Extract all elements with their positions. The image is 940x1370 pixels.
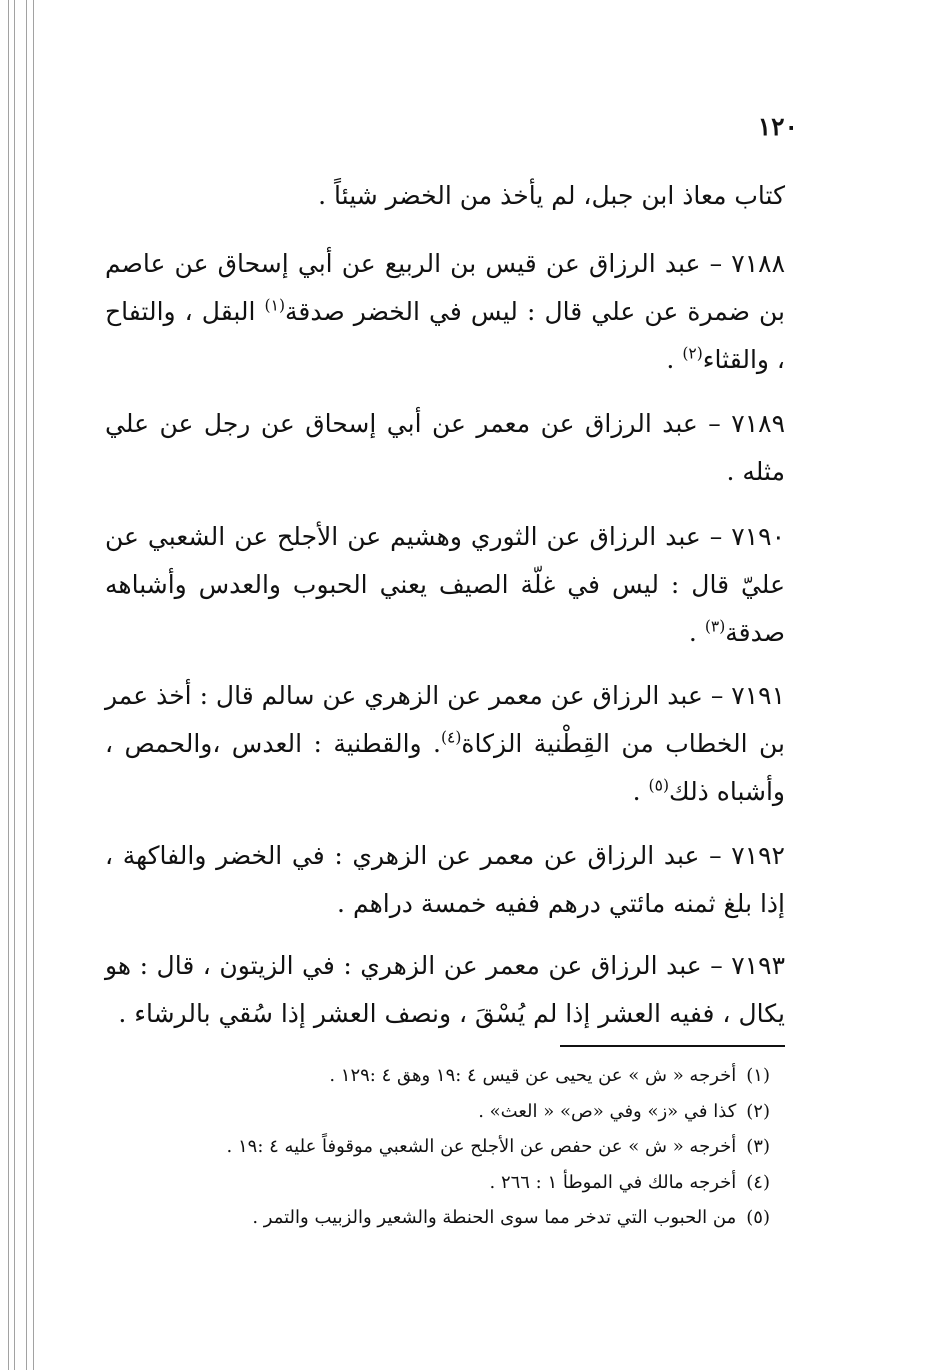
hadith-paragraph: ٧١٩٣ – عبد الرزاق عن معمر عن الزهري : في الزيتون ، قال : هو يكال ، ففيه العشر إذا لم يُسْقَ ، ونصف العشر إذا سُقي بالرشاء . xyxy=(105,951,785,1028)
footnote-number: (٥) xyxy=(746,1207,770,1228)
footnote-text: أخرجه « ش » عن يحيى عن قيس ٤ :١٩ وهق ٤ :١٢٩ . xyxy=(329,1065,737,1086)
footnote-ref: (٥) xyxy=(648,776,669,795)
hadith-text: . والقطنية : العدس ،والحمص ، وأشباه ذلك xyxy=(105,729,785,806)
footnote xyxy=(150,1200,770,1236)
hadith-text: عبد الرزاق عن معمر عن الزهري عن سالم قال : أخذ عمر بن الخطاب من القِطْنية الزكاة xyxy=(104,681,785,758)
hadith-text: . xyxy=(632,777,649,806)
hadith-7191 xyxy=(105,672,785,816)
footnote-ref: (٢) xyxy=(682,344,703,363)
scan-edge-line xyxy=(33,0,34,1370)
hadith-text: عبد الرزاق عن معمر عن أبي إسحاق عن رجل عن علي مثله . xyxy=(105,409,785,486)
footnote-ref: (٤) xyxy=(440,728,462,747)
footnote-number: (٢) xyxy=(746,1100,770,1122)
page-number: ١٢٠ xyxy=(757,112,798,141)
hadith-text: عبد الرزاق عن الثوري وهشيم عن الأجلح عن الشعبي عن عليّ قال : ليس في غلّة الصيف يعني الحبوب والعدس وأشباهه صدقة xyxy=(105,522,785,647)
footnotes xyxy=(150,1058,770,1236)
footnote-text: كذا في «ز» وفي «ص» « العث» . xyxy=(478,1100,737,1122)
footnote-ref: (١) xyxy=(264,296,285,315)
hadith-paragraph: ٧١٨٨ – عبد الرزاق عن قيس بن الربيع عن أبي إسحاق عن عاصم بن ضمرة عن علي قال : ليس في الخضر صدقة$^{(١)}$ البقل ، والتفاح ، والقثاء$^{(٢)}$ . xyxy=(105,249,785,374)
hadith-number: ٧١٨٩ xyxy=(731,409,785,438)
hadith-paragraph: ٧١٩٢ – عبد الرزاق عن معمر عن الزهري : في الخضر والفاكهة ، إذا بلغ ثمنه مائتي درهم ففيه خمسة دراهم . xyxy=(105,841,785,918)
footnote-text: أخرجه « ش » عن حفص عن الأجلح عن الشعبي موقوفاً عليه ٤ :١٩ . xyxy=(226,1136,737,1157)
hadith-text: عبد الرزاق عن معمر عن الزهري : في الخضر والفاكهة ، إذا بلغ ثمنه مائتي درهم ففيه خمسة دراهم . xyxy=(105,841,785,918)
footnote-separator xyxy=(560,1045,785,1047)
hadith-number: ٧١٩٢ xyxy=(731,841,785,870)
intro-text: كتاب معاذ ابن جبل، لم يأخذ من الخضر شيئاً . xyxy=(318,181,785,210)
footnote xyxy=(150,1129,770,1165)
scan-edge-line xyxy=(26,0,27,1370)
footnote-number: (٣) xyxy=(746,1136,770,1157)
hadith-paragraph: ٧١٩٠ – عبد الرزاق عن الثوري وهشيم عن الأجلح عن الشعبي عن عليّ قال : ليس في غلّة الصيف يعني الحبوب والعدس وأشباهه صدقة$^{(٣)}$ . xyxy=(105,522,785,647)
intro-block xyxy=(105,172,785,220)
hadith-7190 xyxy=(105,513,785,657)
scan-edge-line xyxy=(14,0,15,1370)
footnote-number: (٤) xyxy=(746,1171,770,1193)
hadith-paragraph: ٧١٨٩ – عبد الرزاق عن معمر عن أبي إسحاق عن رجل عن علي مثله . xyxy=(105,409,785,486)
hadith-7188 xyxy=(105,240,785,384)
footnote-text: أخرجه مالك في الموطأ ١ : ٢٦٦ . xyxy=(489,1171,737,1193)
hadith-number: ٧١٨٨ xyxy=(731,249,785,278)
footnote xyxy=(150,1094,770,1130)
footnote xyxy=(150,1165,770,1201)
hadith-number: ٧١٩٣ xyxy=(731,951,785,980)
hadith-text: عبد الرزاق عن قيس بن الربيع عن أبي إسحاق عن عاصم بن ضمرة عن علي قال : ليس في الخضر صدقة xyxy=(105,249,785,326)
hadith-text: البقل ، والتفاح ، والقثاء xyxy=(105,297,785,374)
footnote xyxy=(150,1058,770,1094)
hadith-text: . xyxy=(666,345,683,374)
hadith-text: . xyxy=(688,618,705,647)
hadith-7192 xyxy=(105,832,785,928)
hadith-number: ٧١٩١ xyxy=(731,681,785,710)
footnote-number: (١) xyxy=(746,1065,770,1086)
hadith-number: ٧١٩٠ xyxy=(731,522,785,551)
hadith-paragraph: ٧١٩١ – عبد الرزاق عن معمر عن الزهري عن سالم قال : أخذ عمر بن الخطاب من القِطْنية الزكاة$^{(٤)}$. والقطنية : العدس ،والحمص ، وأشباه ذلك$^{(٥)}$ . xyxy=(104,681,785,806)
hadith-7189 xyxy=(105,400,785,496)
scan-edge-line xyxy=(8,0,9,1370)
footnote-text: من الحبوب التي تدخر مما سوى الحنطة والشعير والزبيب والتمر . xyxy=(252,1207,737,1228)
hadith-text: عبد الرزاق عن معمر عن الزهري : في الزيتون ، قال : هو يكال ، ففيه العشر إذا لم يُسْقَ ، ونصف العشر إذا سُقي بالرشاء . xyxy=(105,951,785,1028)
hadith-7193 xyxy=(105,942,785,1038)
footnote-ref: (٣) xyxy=(704,617,726,636)
